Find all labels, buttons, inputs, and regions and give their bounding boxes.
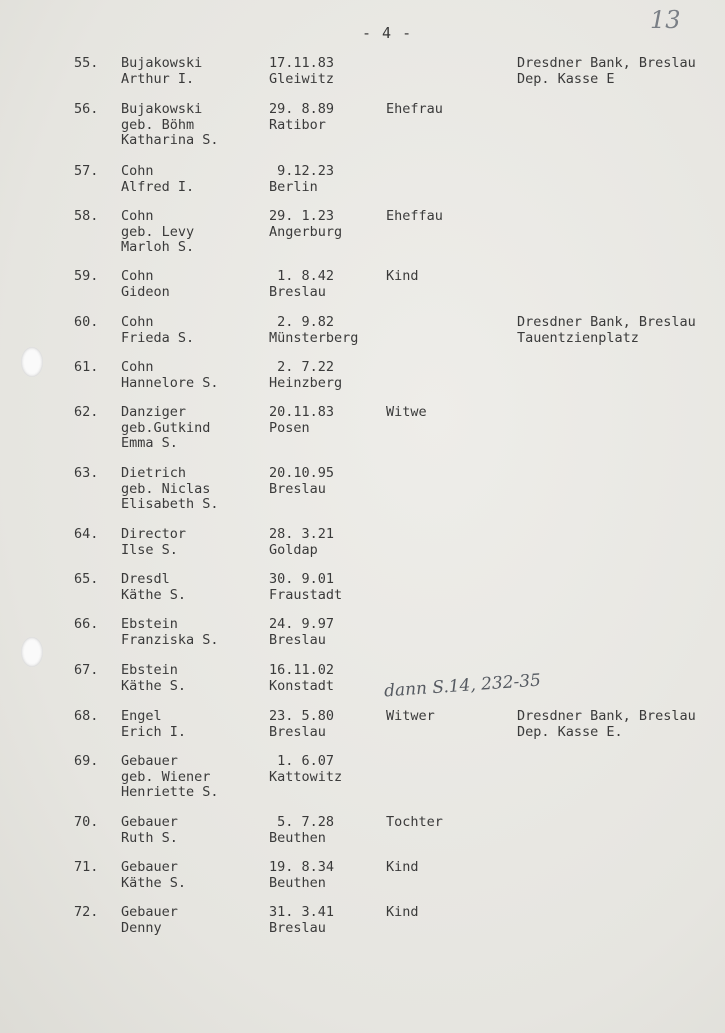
entry-birth: 9.12.23 Berlin	[269, 163, 335, 195]
entry-birth: 2. 9.82 Münsterberg	[269, 314, 359, 346]
punch-hole	[21, 347, 43, 377]
entry-number: 63.	[74, 465, 99, 481]
entry-number: 65.	[74, 571, 99, 587]
entry-birth: 2. 7.22 Heinzberg	[269, 359, 343, 391]
entry-name: Gebauer geb. Wiener Henriette S.	[121, 753, 219, 800]
entry-number: 72.	[74, 904, 99, 920]
entry-name: Dresdl Käthe S.	[121, 571, 187, 603]
entry-birth: 17.11.83 Gleiwitz	[269, 55, 335, 87]
entry-bank: Dresdner Bank, Breslau Dep. Kasse E	[517, 55, 696, 87]
entry-birth: 31. 3.41 Breslau	[269, 904, 335, 936]
entry-birth: 5. 7.28 Beuthen	[269, 814, 335, 846]
entry-birth: 1. 8.42 Breslau	[269, 268, 335, 300]
entry-birth: 30. 9.01 Fraustadt	[269, 571, 343, 603]
entry-number: 70.	[74, 814, 99, 830]
entry-number: 61.	[74, 359, 99, 375]
entry-birth: 20.10.95 Breslau	[269, 465, 335, 497]
entry-number: 68.	[74, 708, 99, 724]
handwritten-page-number: 13	[650, 6, 681, 34]
handwritten-note: dann S.14, 232-35	[383, 670, 542, 702]
entry-number: 71.	[74, 859, 99, 875]
entry-relation: Ehefrau	[386, 101, 443, 117]
entry-name: Dietrich geb. Niclas Elisabeth S.	[121, 465, 219, 512]
entry-name: Ebstein Franziska S.	[121, 616, 219, 648]
entry-number: 60.	[74, 314, 99, 330]
page-number: - 4 -	[362, 24, 413, 42]
entry-bank: Dresdner Bank, Breslau Dep. Kasse E.	[517, 708, 696, 740]
entry-name: Gebauer Denny	[121, 904, 178, 936]
entry-number: 55.	[74, 55, 99, 71]
entry-name: Bujakowski geb. Böhm Katharina S.	[121, 101, 219, 148]
entry-birth: 1. 6.07 Kattowitz	[269, 753, 343, 785]
entry-birth: 28. 3.21 Goldap	[269, 526, 335, 558]
entry-number: 62.	[74, 404, 99, 420]
entry-birth: 20.11.83 Posen	[269, 404, 335, 436]
entry-birth: 23. 5.80 Breslau	[269, 708, 335, 740]
entry-birth: 16.11.02 Konstadt	[269, 662, 335, 694]
entry-relation: Tochter	[386, 814, 443, 830]
entry-number: 67.	[74, 662, 99, 678]
entry-birth: 29. 8.89 Ratibor	[269, 101, 335, 133]
entry-number: 66.	[74, 616, 99, 632]
entry-relation: Kind	[386, 268, 419, 284]
entry-relation: Eheffau	[386, 208, 443, 224]
entry-name: Ebstein Käthe S.	[121, 662, 187, 694]
entry-name: Cohn Hannelore S.	[121, 359, 219, 391]
entry-name: Cohn Gideon	[121, 268, 170, 300]
entry-number: 58.	[74, 208, 99, 224]
entry-name: Bujakowski Arthur I.	[121, 55, 203, 87]
punch-hole	[21, 637, 43, 667]
entry-birth: 19. 8.34 Beuthen	[269, 859, 335, 891]
entry-birth: 29. 1.23 Angerburg	[269, 208, 343, 240]
entry-name: Engel Erich I.	[121, 708, 187, 740]
entry-name: Gebauer Ruth S.	[121, 814, 178, 846]
entry-number: 64.	[74, 526, 99, 542]
entry-relation: Witwe	[386, 404, 427, 420]
entry-number: 69.	[74, 753, 99, 769]
entry-birth: 24. 9.97 Breslau	[269, 616, 335, 648]
entry-number: 57.	[74, 163, 99, 179]
entry-number: 59.	[74, 268, 99, 284]
entry-relation: Kind	[386, 904, 419, 920]
entry-number: 56.	[74, 101, 99, 117]
entry-name: Cohn geb. Levy Marloh S.	[121, 208, 195, 255]
entry-name: Cohn Frieda S.	[121, 314, 195, 346]
entry-relation: Witwer	[386, 708, 435, 724]
entry-bank: Dresdner Bank, Breslau Tauentzienplatz	[517, 314, 696, 346]
entry-name: Danziger geb.Gutkind Emma S.	[121, 404, 211, 451]
entry-name: Cohn Alfred I.	[121, 163, 195, 195]
entry-name: Director Ilse S.	[121, 526, 187, 558]
entry-relation: Kind	[386, 859, 419, 875]
entry-name: Gebauer Käthe S.	[121, 859, 187, 891]
